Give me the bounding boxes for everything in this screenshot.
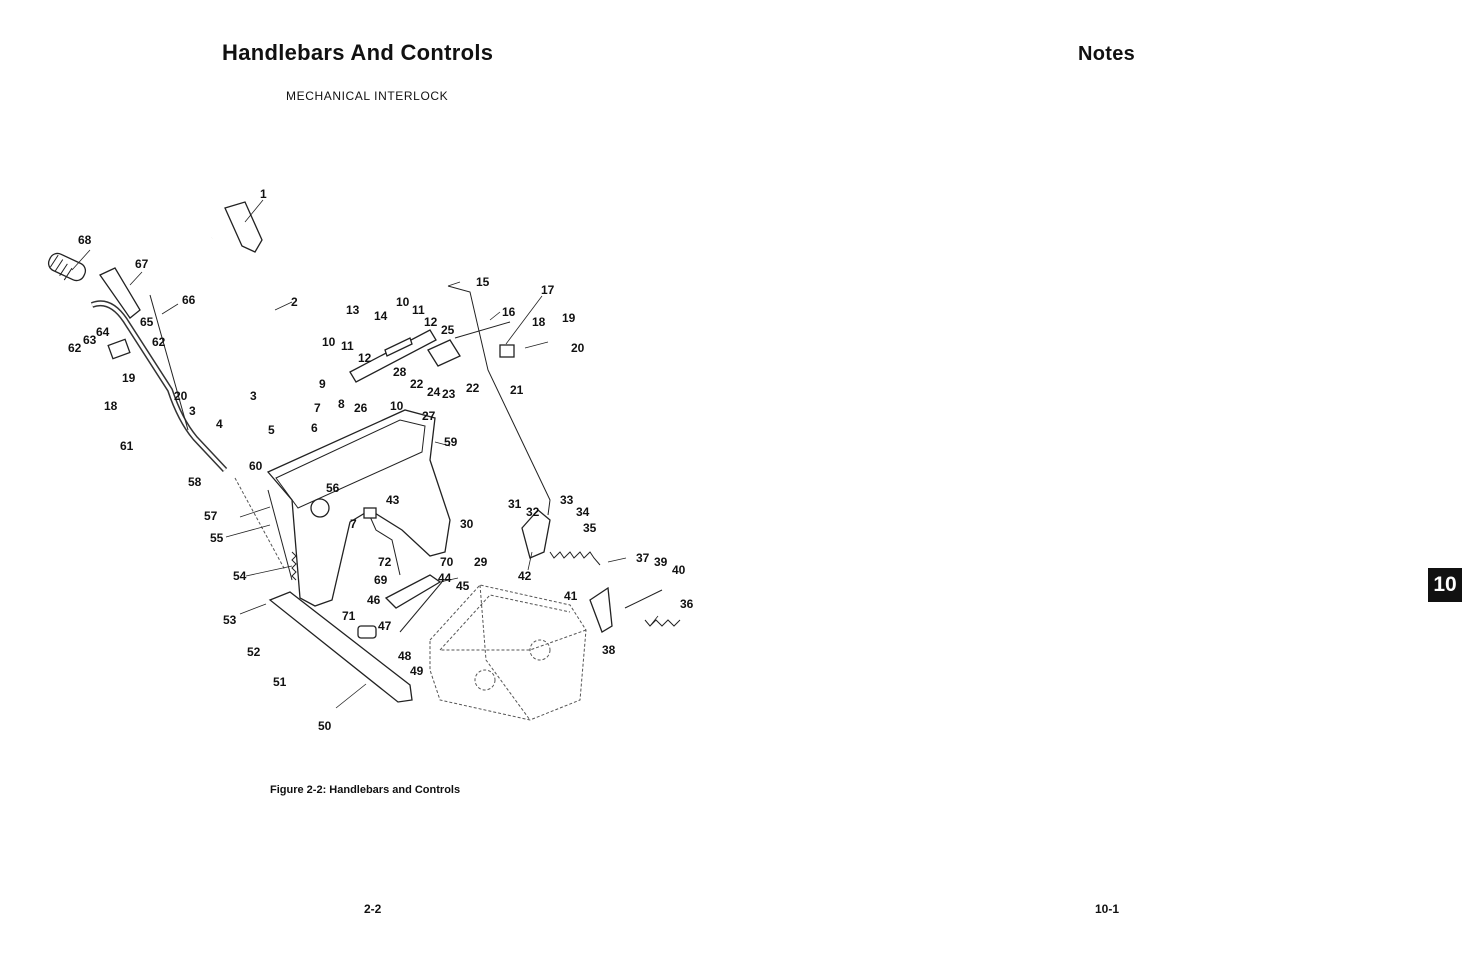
exploded-parts-diagram — [30, 180, 710, 740]
callout-53: 53 — [223, 613, 237, 627]
callout-54: 54 — [233, 569, 247, 583]
callout-38: 38 — [602, 643, 616, 657]
callout-28: 28 — [393, 365, 407, 379]
figure-caption: Figure 2-2: Handlebars and Controls — [270, 784, 461, 796]
callout-16: 16 — [502, 305, 516, 319]
callout-37: 37 — [636, 551, 650, 565]
callout-12b: 12 — [358, 351, 372, 365]
callout-43: 43 — [386, 493, 400, 507]
lower-lever — [270, 592, 412, 702]
callout-47: 47 — [378, 619, 392, 633]
callout-26: 26 — [354, 401, 368, 415]
figure-subtitle: MECHANICAL INTERLOCK — [286, 89, 449, 103]
right-page — [760, 0, 1475, 954]
callout-18a: 18 — [532, 315, 546, 329]
callout-5: 5 — [268, 423, 275, 437]
hand-grip — [46, 251, 88, 283]
callout-11a: 11 — [412, 303, 425, 317]
notes-title: Notes — [1078, 43, 1136, 65]
bracket-21 — [500, 345, 514, 357]
callout-60: 60 — [249, 459, 263, 473]
callout-63: 63 — [83, 333, 97, 347]
callout-20b: 20 — [174, 389, 188, 403]
callout-56: 56 — [326, 481, 340, 495]
callout-71: 71 — [342, 609, 356, 623]
callout-65: 65 — [140, 315, 154, 329]
callout-34: 34 — [576, 505, 590, 519]
callout-6: 6 — [311, 421, 318, 435]
callout-36: 36 — [680, 597, 694, 611]
callout-39: 39 — [654, 555, 668, 569]
callout-3b: 3 — [189, 404, 196, 418]
page-number-right: 10-1 — [1095, 902, 1120, 916]
callout-11b: 11 — [341, 339, 354, 353]
callout-41: 41 — [564, 589, 578, 603]
callout-40: 40 — [672, 563, 686, 577]
callout-72: 72 — [378, 555, 392, 569]
handlebar-left — [92, 303, 225, 470]
callout-67: 67 — [135, 257, 149, 271]
callout-49: 49 — [410, 664, 424, 678]
section-tab: 10 — [1428, 568, 1462, 602]
callout-55: 55 — [210, 531, 224, 545]
callout-17: 17 — [541, 283, 555, 297]
callout-62a: 62 — [68, 341, 82, 355]
callout-19b: 19 — [122, 371, 136, 385]
callout-14: 14 — [374, 309, 388, 323]
callout-52: 52 — [247, 645, 261, 659]
callout-32: 32 — [526, 505, 540, 519]
callout-18b: 18 — [104, 399, 118, 413]
callout-51: 51 — [273, 675, 287, 689]
callout-46: 46 — [367, 593, 381, 607]
callout-20a: 20 — [571, 341, 585, 355]
callout-31: 31 — [508, 497, 522, 511]
cylinder-71 — [358, 626, 376, 638]
bell-crank — [590, 588, 612, 632]
callout-66: 66 — [182, 293, 196, 307]
callout-19a: 19 — [562, 311, 576, 325]
pin-39 — [625, 590, 662, 608]
page-number-left: 2-2 — [364, 902, 382, 916]
knob-56 — [311, 499, 329, 517]
callout-70: 70 — [440, 555, 454, 569]
page-title: Handlebars And Controls — [222, 40, 494, 65]
callout-10c: 10 — [390, 399, 404, 413]
spring-41 — [550, 552, 600, 565]
callout-13: 13 — [346, 303, 360, 317]
callout-3a: 3 — [250, 389, 257, 403]
upper-bracket — [225, 202, 262, 252]
callout-10a: 10 — [396, 295, 410, 309]
callout-25: 25 — [441, 323, 455, 337]
callout-23: 23 — [442, 387, 456, 401]
bracket-25 — [428, 340, 460, 366]
bracket-64 — [108, 339, 130, 358]
callout-27: 27 — [422, 409, 436, 423]
callout-4: 4 — [216, 417, 223, 431]
callout-10b: 10 — [322, 335, 336, 349]
callout-7a: 7 — [314, 401, 321, 415]
callout-48: 48 — [398, 649, 412, 663]
callout-62b: 62 — [152, 335, 166, 349]
callout-45: 45 — [456, 579, 470, 593]
callout-59: 59 — [444, 435, 458, 449]
callout-24: 24 — [427, 385, 441, 399]
auger-housing — [430, 585, 586, 720]
callout-12a: 12 — [424, 315, 438, 329]
callout-1: 1 — [260, 187, 267, 201]
callout-69: 69 — [374, 573, 388, 587]
callout-9: 9 — [319, 377, 326, 391]
callout-64: 64 — [96, 325, 110, 339]
callout-44: 44 — [438, 571, 452, 585]
callout-21: 21 — [510, 383, 524, 397]
callout-68: 68 — [78, 233, 92, 247]
callout-35: 35 — [583, 521, 597, 535]
callout-58: 58 — [188, 475, 202, 489]
callout-30: 30 — [460, 517, 474, 531]
callout-7b: 7 — [350, 517, 357, 531]
callout-61: 61 — [120, 439, 134, 453]
callout-8: 8 — [338, 397, 345, 411]
linkage-plate — [386, 575, 440, 608]
callout-2: 2 — [291, 295, 298, 309]
callout-42: 42 — [518, 569, 532, 583]
callout-29: 29 — [474, 555, 488, 569]
callout-50: 50 — [318, 719, 332, 733]
callout-33: 33 — [560, 493, 574, 507]
callout-22b: 22 — [466, 381, 480, 395]
callout-22a: 22 — [410, 377, 424, 391]
callout-57: 57 — [204, 509, 218, 523]
callout-15: 15 — [476, 275, 490, 289]
